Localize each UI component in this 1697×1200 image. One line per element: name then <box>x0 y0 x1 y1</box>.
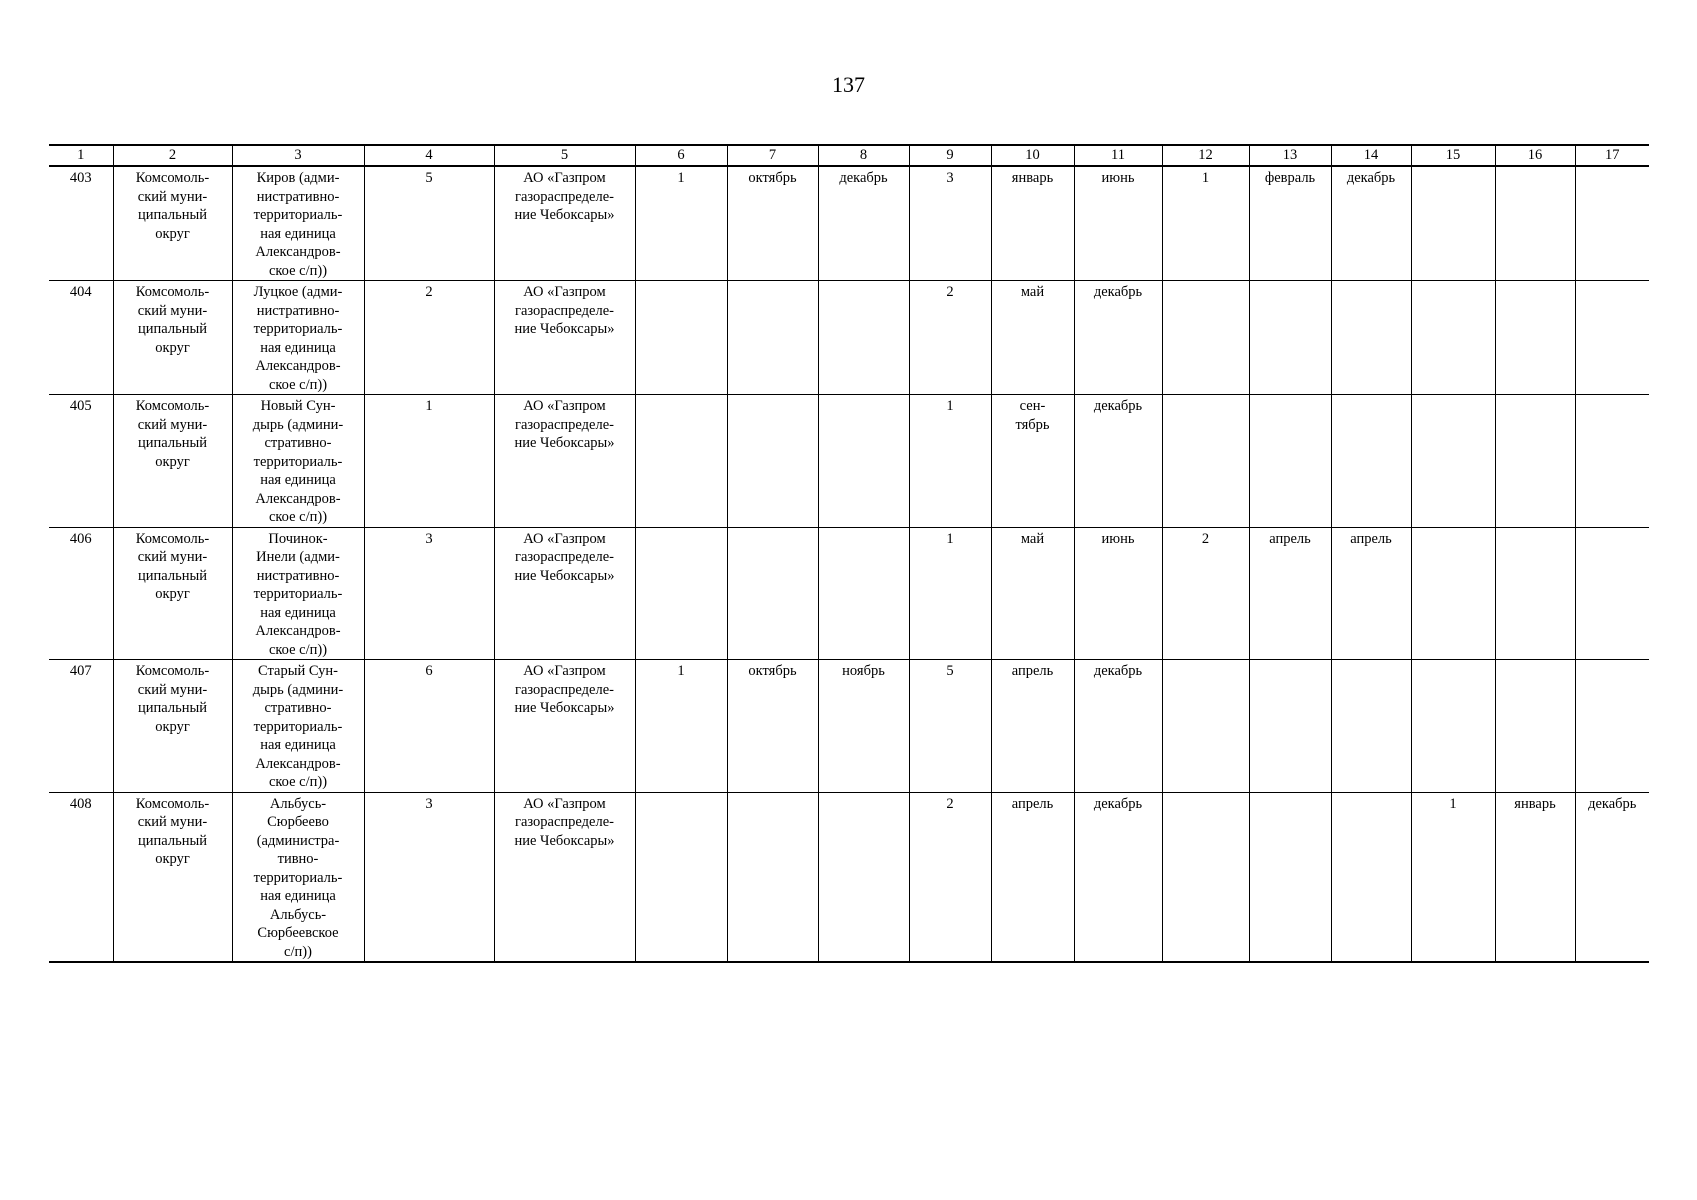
district-cell: Комсомоль- ский муни- ципальный округ <box>113 281 232 395</box>
table-cell: декабрь <box>1074 281 1162 395</box>
table-cell: декабрь <box>1074 395 1162 528</box>
column-header: 17 <box>1575 145 1649 166</box>
table-cell <box>1249 281 1331 395</box>
table-cell <box>1575 281 1649 395</box>
table-cell: 1 <box>909 395 991 528</box>
column-header: 15 <box>1411 145 1495 166</box>
settlement-cell: Киров (адми- нистративно- территориаль- ная единица Александров- ское с/п)) <box>232 166 364 281</box>
total-count-cell: 6 <box>364 660 494 793</box>
table-cell <box>1162 660 1249 793</box>
district-cell: Комсомоль- ский муни- ципальный округ <box>113 166 232 281</box>
table-row <box>49 395 1649 528</box>
table-cell <box>1575 660 1649 793</box>
column-header: 12 <box>1162 145 1249 166</box>
column-number-header-row <box>49 145 1649 166</box>
table-cell <box>1162 792 1249 962</box>
organization-cell: АО «Газпром газораспределе- ние Чебоксары» <box>494 166 635 281</box>
table-cell <box>635 527 727 660</box>
column-header: 8 <box>818 145 909 166</box>
table-cell: 1 <box>635 660 727 793</box>
table-cell <box>1495 281 1575 395</box>
schedule-table <box>49 144 1649 963</box>
table-row <box>49 527 1649 660</box>
column-header: 5 <box>494 145 635 166</box>
table-cell: февраль <box>1249 166 1331 281</box>
organization-cell: АО «Газпром газораспределе- ние Чебоксары» <box>494 660 635 793</box>
table-cell: декабрь <box>1074 660 1162 793</box>
row-number-cell: 406 <box>49 527 113 660</box>
table-cell: 5 <box>909 660 991 793</box>
table-cell <box>1249 660 1331 793</box>
table-cell: апрель <box>1249 527 1331 660</box>
column-header: 13 <box>1249 145 1331 166</box>
table-cell: январь <box>991 166 1074 281</box>
total-count-cell: 3 <box>364 527 494 660</box>
organization-cell: АО «Газпром газораспределе- ние Чебоксары» <box>494 281 635 395</box>
table-cell <box>635 395 727 528</box>
table-cell <box>1575 395 1649 528</box>
table-cell <box>727 395 818 528</box>
table-cell <box>1331 395 1411 528</box>
table-cell: 3 <box>909 166 991 281</box>
row-number-cell: 404 <box>49 281 113 395</box>
table-cell <box>1495 166 1575 281</box>
column-header: 10 <box>991 145 1074 166</box>
table-cell: апрель <box>1331 527 1411 660</box>
table-cell <box>1495 527 1575 660</box>
table-cell <box>1331 792 1411 962</box>
table-cell <box>727 792 818 962</box>
column-header: 3 <box>232 145 364 166</box>
column-header: 6 <box>635 145 727 166</box>
column-header: 2 <box>113 145 232 166</box>
table-cell <box>1411 281 1495 395</box>
settlement-cell: Новый Сун- дырь (админи- стративно- территориаль- ная единица Александров- ское с/п)) <box>232 395 364 528</box>
table-cell <box>1411 527 1495 660</box>
table-cell <box>1249 792 1331 962</box>
column-header: 1 <box>49 145 113 166</box>
table-cell: октябрь <box>727 166 818 281</box>
settlement-cell: Луцкое (адми- нистративно- территориаль- ная единица Александров- ское с/п)) <box>232 281 364 395</box>
table-cell <box>1411 166 1495 281</box>
table-cell <box>727 281 818 395</box>
table-cell: октябрь <box>727 660 818 793</box>
district-cell: Комсомоль- ский муни- ципальный округ <box>113 660 232 793</box>
table-cell: июнь <box>1074 166 1162 281</box>
table-cell: январь <box>1495 792 1575 962</box>
table-cell: сен- тябрь <box>991 395 1074 528</box>
table-cell: 2 <box>1162 527 1249 660</box>
table-cell <box>1495 660 1575 793</box>
table-cell: декабрь <box>1575 792 1649 962</box>
settlement-cell: Альбусь- Сюрбеево (администра- тивно- территориаль- ная единица Альбусь- Сюрбеевское с/п)) <box>232 792 364 962</box>
row-number-cell: 408 <box>49 792 113 962</box>
table-cell: декабрь <box>1074 792 1162 962</box>
table-cell <box>727 527 818 660</box>
table-cell: май <box>991 281 1074 395</box>
table-cell: июнь <box>1074 527 1162 660</box>
table-cell: май <box>991 527 1074 660</box>
table-cell <box>635 792 727 962</box>
district-cell: Комсомоль- ский муни- ципальный округ <box>113 527 232 660</box>
table-cell: декабрь <box>1331 166 1411 281</box>
organization-cell: АО «Газпром газораспределе- ние Чебоксары» <box>494 395 635 528</box>
table-cell: апрель <box>991 792 1074 962</box>
table-row <box>49 166 1649 281</box>
table-cell <box>635 281 727 395</box>
total-count-cell: 2 <box>364 281 494 395</box>
settlement-cell: Старый Сун- дырь (админи- стративно- территориаль- ная единица Александров- ское с/п)) <box>232 660 364 793</box>
total-count-cell: 3 <box>364 792 494 962</box>
table-cell <box>1249 395 1331 528</box>
table-cell <box>1575 527 1649 660</box>
table-cell: ноябрь <box>818 660 909 793</box>
organization-cell: АО «Газпром газораспределе- ние Чебоксары» <box>494 792 635 962</box>
table-cell <box>1411 660 1495 793</box>
row-number-cell: 405 <box>49 395 113 528</box>
table-row <box>49 792 1649 962</box>
row-number-cell: 407 <box>49 660 113 793</box>
table-cell <box>818 395 909 528</box>
table-cell <box>1162 395 1249 528</box>
row-number-cell: 403 <box>49 166 113 281</box>
column-header: 9 <box>909 145 991 166</box>
column-header: 4 <box>364 145 494 166</box>
table-cell <box>1575 166 1649 281</box>
table-cell: 1 <box>1411 792 1495 962</box>
settlement-cell: Починок- Инели (адми- нистративно- территориаль- ная единица Александров- ское с/п)) <box>232 527 364 660</box>
table-cell: 1 <box>635 166 727 281</box>
table-row <box>49 660 1649 793</box>
table-cell: 1 <box>909 527 991 660</box>
organization-cell: АО «Газпром газораспределе- ние Чебоксары» <box>494 527 635 660</box>
table-cell: декабрь <box>818 166 909 281</box>
table-cell: апрель <box>991 660 1074 793</box>
district-cell: Комсомоль- ский муни- ципальный округ <box>113 792 232 962</box>
table-cell <box>1495 395 1575 528</box>
column-header: 16 <box>1495 145 1575 166</box>
table-cell <box>1411 395 1495 528</box>
table-cell <box>1331 281 1411 395</box>
district-cell: Комсомоль- ский муни- ципальный округ <box>113 395 232 528</box>
table-cell: 2 <box>909 792 991 962</box>
column-header: 14 <box>1331 145 1411 166</box>
page-number: 137 <box>832 72 865 97</box>
table-cell <box>818 527 909 660</box>
table-cell <box>1162 281 1249 395</box>
column-header: 11 <box>1074 145 1162 166</box>
column-header: 7 <box>727 145 818 166</box>
table-cell <box>818 792 909 962</box>
table-cell <box>1331 660 1411 793</box>
table-cell: 2 <box>909 281 991 395</box>
table-cell <box>818 281 909 395</box>
table-cell: 1 <box>1162 166 1249 281</box>
total-count-cell: 1 <box>364 395 494 528</box>
table-row <box>49 281 1649 395</box>
total-count-cell: 5 <box>364 166 494 281</box>
